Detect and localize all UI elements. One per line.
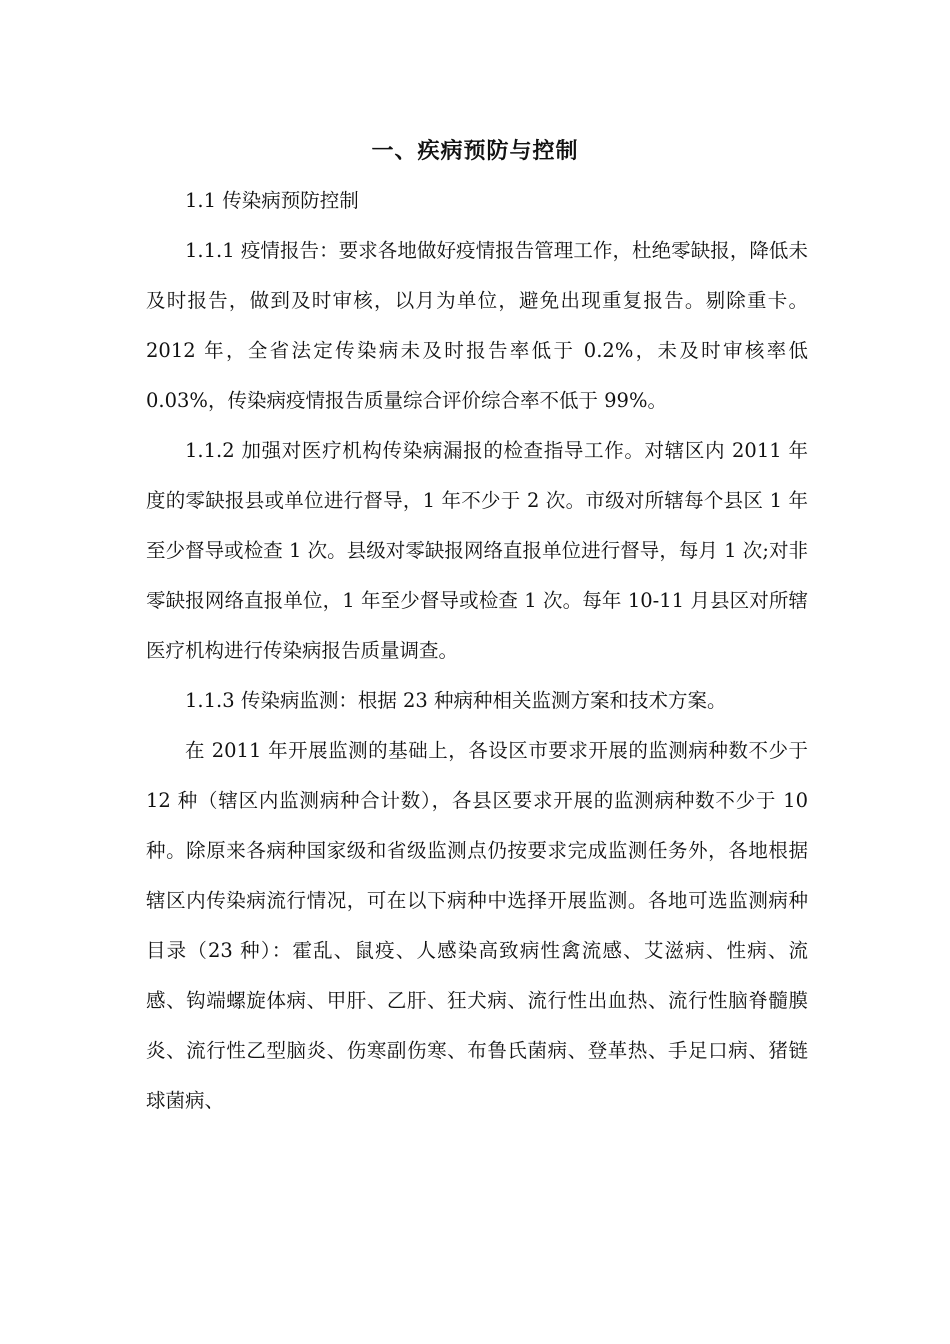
section-heading: 1.1 传染病预防控制 [185,189,359,212]
document-body [146,176,808,1126]
document-title: 一、疾病预防与控制 [371,139,579,164]
paragraph-monitoring-scope: 在 2011 年开展监测的基础上，各设区市要求开展的监测病种数不少于 12 种（辖区内监测病种合计数），各县区要求开展的监测病种数不少于 10 种。除原来各病种国家级和省级监测点仍按要求完成监测任务外，各地根据辖区内传染病流行情况，可在以下病种中选择开展监测。各地可选监测病种目录（23 种）：霍乱、鼠疫、人感染高致病性禽流感、艾滋病、性病、流感、钩端螺旋体病、甲肝、乙肝、狂犬病、流行性出血热、流行性脑脊髓膜炎、流行性乙型脑炎、伤寒副伤寒、布鲁氏菌病、登革热、手足口病、猪链球菌病、 [146,739,808,1112]
paragraph-epidemic-report: 1.1.1 疫情报告：要求各地做好疫情报告管理工作，杜绝零缺报，降低未及时报告，做到及时审核，以月为单位，避免出现重复报告。剔除重卡。2012 年，全省法定传染病未及时报告率低于 0.2%，未及时审核率低 0.03%，传染病疫情报告质量综合评价综合率不低于 99%。 [146,239,808,412]
paragraph-inspection-guidance: 1.1.2 加强对医疗机构传染病漏报的检查指导工作。对辖区内 2011 年度的零缺报县或单位进行督导，1 年不少于 2 次。市级对所辖每个县区 1 年至少督导或检查 1 次。县级对零缺报网络直报单位进行督导，每月 1 次;对非零缺报网络直报单位，1 年至少督导或检查 1 次。每年 10-11 月县区对所辖医疗机构进行传染病报告质量调查。 [146,439,808,662]
paragraph-disease-monitoring: 1.1.3 传染病监测：根据 23 种病种相关监测方案和技术方案。 [185,689,727,712]
